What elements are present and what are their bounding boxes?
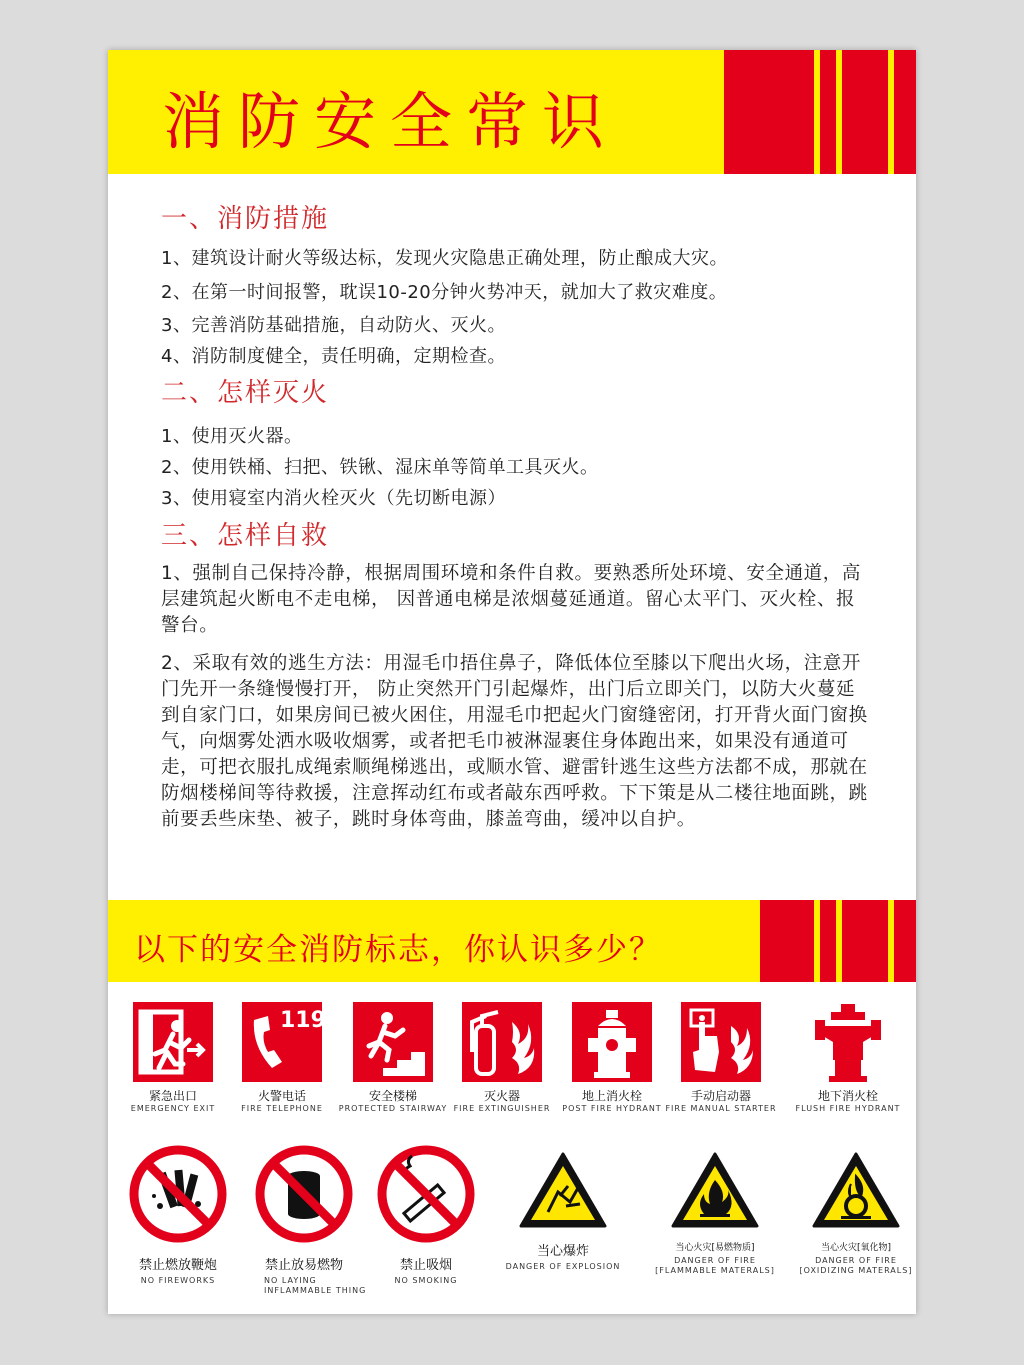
sign-manual-starter: 手动启动器 FIRE MANUAL STARTER [661, 1002, 781, 1114]
section-heading-measures: 一、消防措施 [161, 204, 330, 234]
question-banner [108, 900, 916, 982]
sign-no-flammable: 禁止放易燃物 NO LAYING INFLAMMABLE THING [234, 1144, 374, 1296]
page-title: 消防安全常识 [162, 85, 619, 158]
list-item: 1、建筑设计耐火等级达标，发现火灾隐患正确处理，防止酿成大灾。 [161, 248, 728, 269]
poster [108, 50, 916, 1314]
sign-no-fireworks: 禁止燃放鞭炮 NO FIREWORKS [108, 1144, 248, 1286]
list-item: 3、使用寝室内消火栓灭火（先切断电源） [161, 488, 506, 509]
section-heading-extinguish: 二、怎样灭火 [161, 378, 330, 408]
manual-starter-icon [681, 1002, 761, 1082]
sign-flush-hydrant: 地下消火栓 FLUSH FIRE HYDRANT [788, 1002, 908, 1114]
list-item: 4、消防制度健全，责任明确，定期检查。 [161, 346, 506, 367]
sign-fire-telephone: 119 火警电话 FIRE TELEPHONE [222, 1002, 342, 1114]
emergency-exit-icon [133, 1002, 213, 1082]
sign-oxidizing-warning: 当心火灾[氧化物] DANGER OF FIRE [OXIDIZING MATERALS] [786, 1150, 916, 1276]
sign-explosion-warning: 当心爆炸 DANGER OF EXPLOSION [493, 1150, 633, 1272]
list-item: 1、使用灭火器。 [161, 426, 303, 447]
flush-hydrant-icon [803, 1002, 893, 1082]
section-heading-self-rescue: 三、怎样自救 [161, 521, 330, 551]
list-item: 2、在第一时间报警，耽误10-20分钟火势冲天，就加大了救灾难度。 [161, 282, 728, 303]
explosion-warning-icon [518, 1150, 608, 1234]
fire-telephone-icon: 119 [242, 1002, 322, 1082]
sign-flammable-warning: 当心火灾[易燃物质] DANGER OF FIRE [FLAMMABLE MATERALS] [645, 1150, 785, 1276]
list-item: 2、使用铁桶、扫把、铁锹、湿床单等简单工具灭火。 [161, 457, 599, 478]
stairway-icon [353, 1002, 433, 1082]
sign-stairway: 安全楼梯 PROTECTED STAIRWAY [333, 1002, 453, 1114]
no-flammable-icon [254, 1144, 354, 1248]
paragraph: 1、强制自己保持冷静，根据周围环境和条件自救。要熟悉所处环境、安全通道，高层建筑起火断电不走电梯， 因普通电梯是浓烟蔓延通道。留心太平门、灭火栓、报警台。 [161, 563, 861, 636]
post-hydrant-icon [572, 1002, 652, 1082]
sign-emergency-exit: 紧急出口 EMERGENCY EXIT [113, 1002, 233, 1114]
fire-extinguisher-icon [462, 1002, 542, 1082]
oxidizing-warning-icon [811, 1150, 901, 1234]
question-text: 以下的安全消防标志，你认识多少？ [134, 932, 662, 968]
sign-fire-extinguisher: 灭火器 FIRE EXTINGUISHER [442, 1002, 562, 1114]
title-banner [108, 50, 916, 174]
flammable-warning-icon [670, 1150, 760, 1234]
sign-post-hydrant: 地上消火栓 POST FIRE HYDRANT [552, 1002, 672, 1114]
paragraph: 2、采取有效的逃生方法：用湿毛巾捂住鼻子，降低体位至膝以下爬出火场，注意开门先开一条缝慢慢打开， 防止突然开门引起爆炸，出门后立即关门，以防大火蔓延到自家门口，如果房间已被火困住，用湿毛巾把起火门窗缝密闭，打开背火面门窗换气，向烟雾处洒水吸收烟雾，或者把毛巾被淋湿裹住身体跑出来，如果没有通道可走，可把衣服扎成绳索顺绳梯逃出，或顺水管、避雷针逃生这些方法都不成，那就在防烟楼梯间等待救援，注意挥动红布或者敲东西呼救。下下策是从二楼往地面跳，跳前要丢些床垫、被子，跳时身体弯曲，膝盖弯曲，缓冲以自护。 [161, 653, 868, 830]
banner-stripes [760, 900, 916, 982]
no-smoking-icon [376, 1144, 476, 1248]
sign-no-smoking: 禁止吸烟 NO SMOKING [356, 1144, 496, 1286]
banner-stripes [724, 50, 916, 174]
list-item: 3、完善消防基础措施，自动防火、灭火。 [161, 315, 506, 336]
no-fireworks-icon [128, 1144, 228, 1248]
